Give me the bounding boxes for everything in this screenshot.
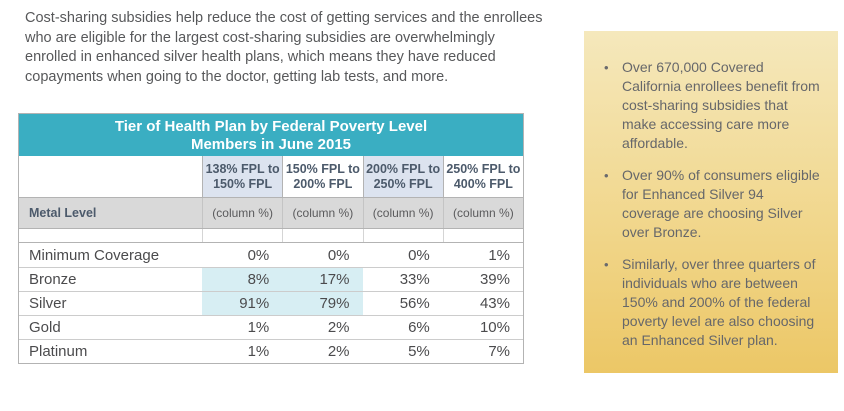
row-value: 7% [488,343,510,360]
table-title-line1: Tier of Health Plan by Federal Poverty Level [114,118,428,135]
intro-line: enrolled in enhanced silver health plans, which means they have reduced [25,49,496,66]
column-pct-label: (column %) [443,198,523,228]
row-value: 2% [327,319,350,336]
row-value: 2% [327,343,350,360]
row-value: 39% [479,271,510,288]
header-corner-cell [19,156,202,197]
row-value: 0% [247,246,270,264]
row-value: 33% [399,271,430,288]
health-plan-table [18,113,524,364]
table-row-silver [19,291,523,315]
spacer-cell [19,229,202,242]
column-header-text: 250% FPL [373,176,433,191]
table-row-bronze [19,267,523,291]
table-title [19,114,523,156]
column-header-138-150 [202,156,282,197]
column-pct-label: (column %) [202,198,282,228]
row-value: 0% [408,246,430,264]
column-header-text: 250% FPL to [446,161,521,176]
row-label: Platinum [29,343,88,360]
row-label: Silver [29,295,67,312]
bullet-icon: • [604,168,609,183]
table-row-minimum-coverage [19,243,523,267]
spacer-cell [202,229,282,242]
row-value: 5% [408,343,430,360]
key-points-sidebar [584,31,838,373]
spacer-row [19,229,523,243]
row-value-highlighted: 91% [202,292,282,315]
bullet-icon: • [604,257,609,272]
sidebar-bullet-text: Similarly, over three quarters of individuals who are between 150% and 200% of the federal poverty level are also choosing an Enhanced Silver plan. [622,256,816,348]
intro-line: who are eligible for the largest cost-sharing subsidies are overwhelmingly [25,29,495,46]
row-value-highlighted: 79% [282,292,362,315]
column-pct-label: (column %) [282,198,362,228]
spacer-cell [443,229,523,242]
row-label: Bronze [29,271,77,288]
spacer-cell [363,229,443,242]
sidebar-bullet-item [604,255,824,350]
column-header-text: 200% FPL to [366,161,441,176]
row-label: Minimum Coverage [29,246,160,264]
column-header-150-200 [282,156,362,197]
column-header-250-400 [443,156,523,197]
column-pct-label: (column %) [363,198,443,228]
column-header-200-250 [363,156,443,197]
column-header-text: 150% FPL [213,176,273,191]
row-value: 6% [408,319,430,336]
row-value: 56% [399,295,430,312]
table-title-line2: Members in June 2015 [190,136,352,153]
row-value-highlighted: 17% [282,268,362,291]
metal-level-row [19,198,523,229]
row-value: 0% [327,246,350,264]
fpl-header-row [19,156,523,198]
metal-level-label: Metal Level [29,206,97,220]
sidebar-bullet-text: Over 670,000 Covered California enrollees benefit from cost-sharing subsidies that make accessing care more affordable. [622,59,820,151]
table-row-platinum [19,339,523,363]
sidebar-bullet-item [604,166,824,242]
intro-line: Cost-sharing subsidies help reduce the cost of getting services and the enrollees [25,10,543,26]
row-value: 43% [479,295,510,312]
bullet-icon: • [604,60,609,75]
sidebar-bullet-item [604,58,824,153]
table-row-gold [19,315,523,339]
row-value-highlighted: 8% [202,268,282,291]
row-value: 1% [247,319,270,336]
row-value: 10% [479,319,510,336]
row-value: 1% [247,343,270,360]
spacer-cell [282,229,362,242]
column-header-text: 400% FPL [453,176,513,191]
column-header-text: 150% FPL to [285,161,360,176]
row-value: 1% [488,246,510,264]
column-header-text: 200% FPL [293,176,353,191]
intro-paragraph [25,9,542,87]
intro-line: copayments when going to the doctor, getting lab tests, and more. [25,68,449,85]
sidebar-bullet-text: Over 90% of consumers eligible for Enhanced Silver 94 coverage are choosing Silver over Bronze. [622,167,820,240]
row-label: Gold [29,319,61,336]
column-header-text: 138% FPL to [205,161,280,176]
